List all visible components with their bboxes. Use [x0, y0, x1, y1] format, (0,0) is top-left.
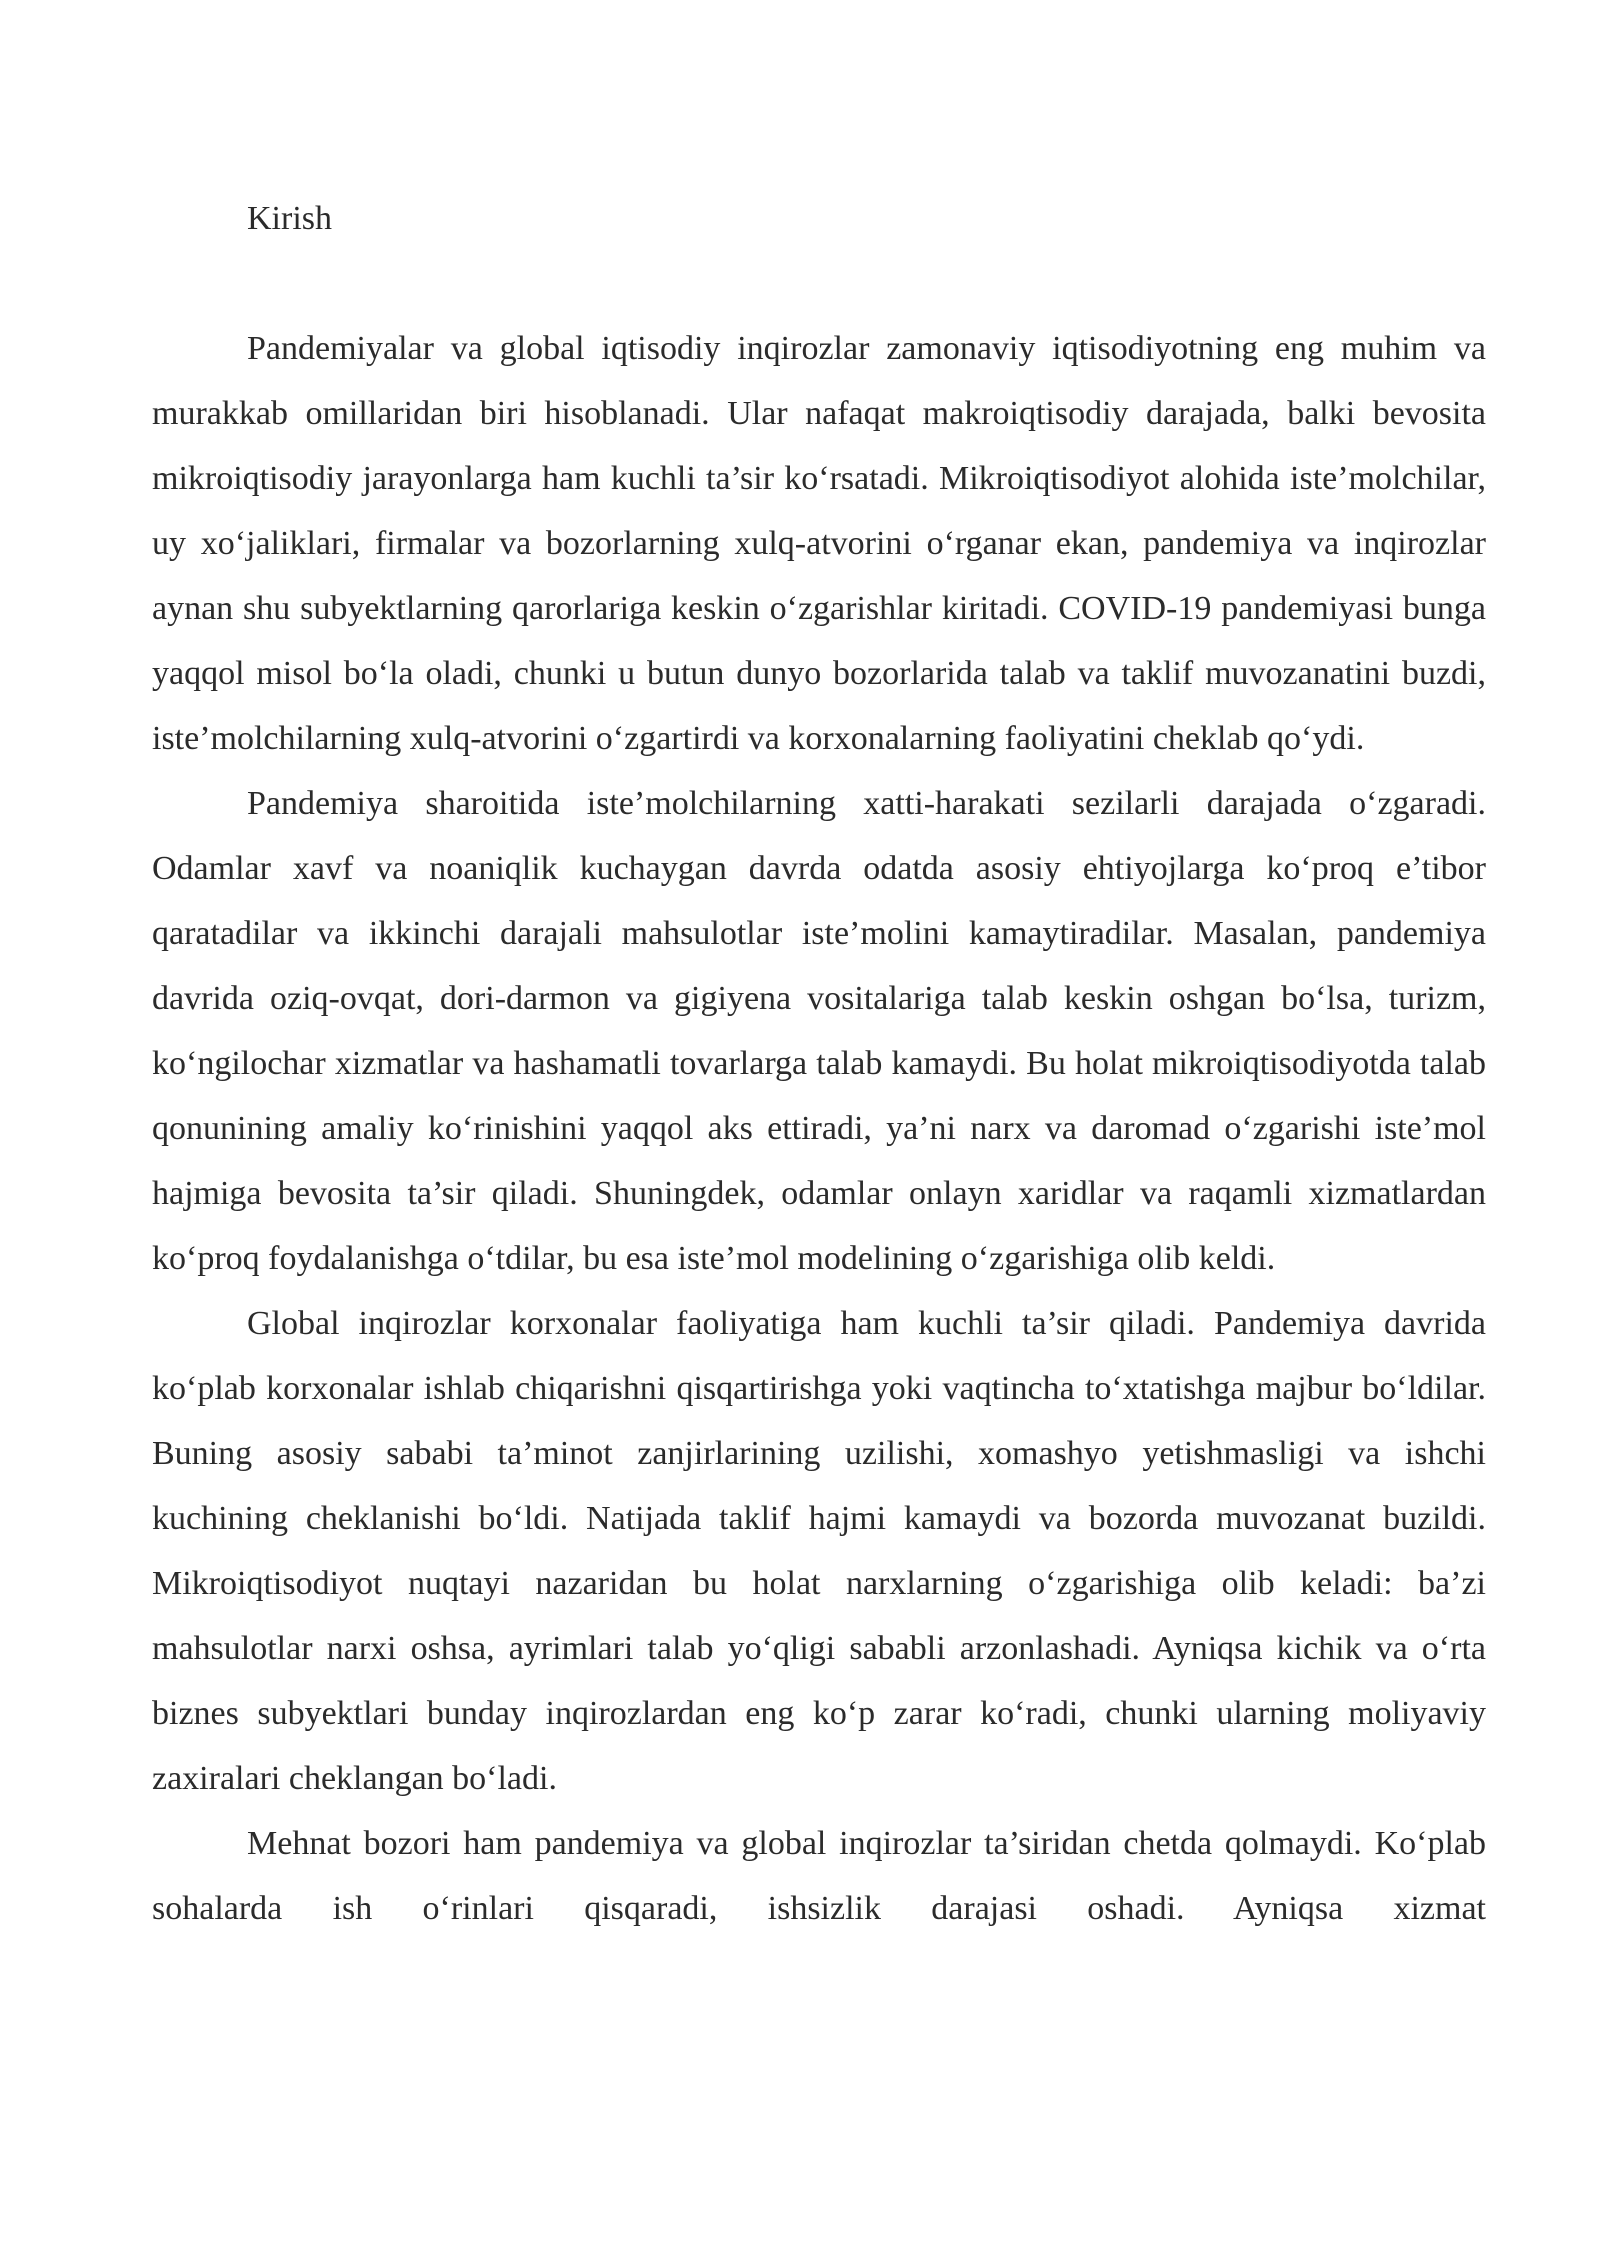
paragraph-consumer-behavior: Pandemiya sharoitida iste’molchilarning xatti-harakati sezilarli darajada o‘zgaradi. Odamlar xavf va noaniqlik kuchaygan davrda odatda asosiy ehtiyojlarga ko‘proq e’tibor qaratadilar va ikkinchi darajali mahsulotlar iste’molini kamaytiradilar. Masalan, pandemiya davrida oziq-ovqat, dori-darmon va gigiyena vositalariga talab keskin oshgan bo‘lsa, turizm, ko‘ngilochar xizmatlar va hashamatli tovarlarga talab kamaydi. Bu holat mikroiqtisodiyotda talab qonunining amaliy ko‘rinishini yaqqol aks ettiradi, ya’ni narx va daromad o‘zgarishi iste’mol hajmiga bevosita ta’sir qiladi. Shuningdek, odamlar onlayn xaridlar va raqamli xizmatlardan ko‘proq foydalanishga o‘tdilar, bu esa iste’mol modelining o‘zgarishiga olib keldi.	[152, 785, 1486, 1277]
paragraph-labor-market: Mehnat bozori ham pandemiya va global inqirozlar ta’siridan chetda qolmaydi. Ko‘plab sohalarda ish o‘rinlari qisqaradi, ishsizlik darajasi oshadi. Ayniqsa xizmat	[152, 1825, 1486, 1927]
paragraph-introduction: Pandemiyalar va global iqtisodiy inqirozlar zamonaviy iqtisodiyotning eng muhim va murakkab omillaridan biri hisoblanadi. Ular nafaqat makroiqtisodiy darajada, balki bevosita mikroiqtisodiy jarayonlarga ham kuchli ta’sir ko‘rsatadi. Mikroiqtisodiyot alohida iste’molchilar, uy xo‘jaliklari, firmalar va bozorlarning xulq-atvorini o‘rganar ekan, pandemiya va inqirozlar aynan shu subyektlarning qarorlariga keskin o‘zgarishlar kiritadi. COVID-19 pandemiyasi bunga yaqqol misol bo‘la oladi, chunki u butun dunyo bozorlarida talab va taklif muvozanatini buzdi, iste’molchilarning xulq-atvorini o‘zgartirdi va korxonalarning faoliyatini cheklab qo‘ydi.	[152, 330, 1486, 757]
blank-line	[152, 251, 1486, 316]
section-heading: Kirish	[247, 200, 332, 237]
paragraph-enterprises: Global inqirozlar korxonalar faoliyatiga ham kuchli ta’sir qiladi. Pandemiya davrida ko‘plab korxonalar ishlab chiqarishni qisqartirishga yoki vaqtincha to‘xtatishga majbur bo‘ldilar. Buning asosiy sababi ta’minot zanjirlarining uzilishi, xomashyo yetishmasligi va ishchi kuchining cheklanishi bo‘ldi. Natijada taklif hajmi kamaydi va bozorda muvozanat buzildi. Mikroiqtisodiyot nuqtayi nazaridan bu holat narxlarning o‘zgarishiga olib keladi: ba’zi mahsulotlar narxi oshsa, ayrimlari talab yo‘qligi sababli arzonlashadi. Ayniqsa kichik va o‘rta biznes subyektlari bunday inqirozlardan eng ko‘p zarar ko‘radi, chunki ularning moliyaviy zaxiralari cheklangan bo‘ladi.	[152, 1305, 1486, 1797]
document-body	[152, 186, 1486, 1941]
